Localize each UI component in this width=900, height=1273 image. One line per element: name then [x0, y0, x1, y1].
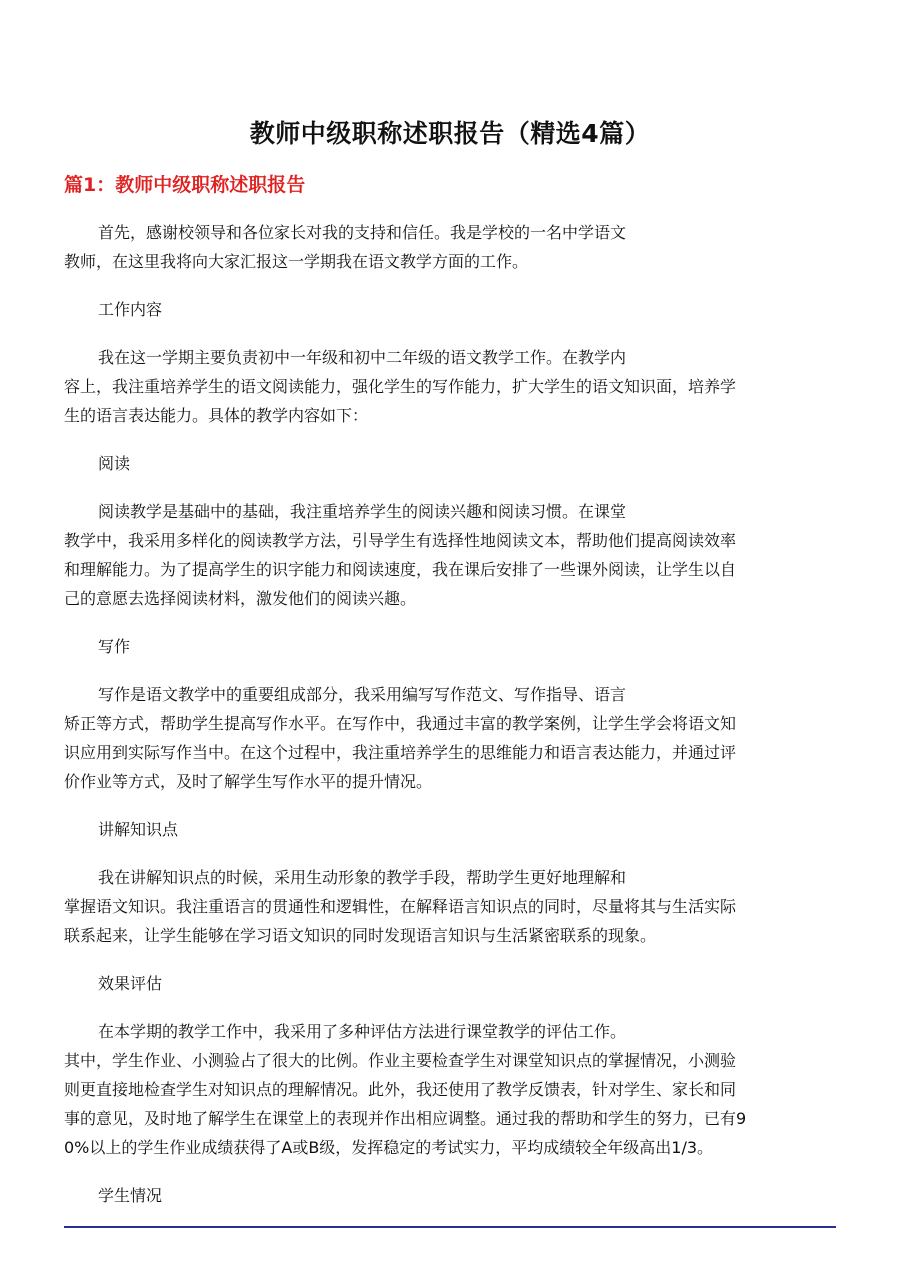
text-line: 和理解能力。为了提高学生的识字能力和阅读速度，我在课后安排了一些课外阅读，让学生以自	[64, 560, 737, 579]
text-line: 联系起来，让学生能够在学习语文知识的同时发现语言知识与生活紧密联系的现象。	[64, 926, 657, 945]
subheading	[64, 449, 840, 478]
text-line: 价作业等方式，及时了解学生写作水平的提升情况。	[64, 772, 433, 791]
paragraph	[64, 497, 840, 613]
text-line: 学生情况	[98, 1186, 163, 1205]
text-line: 写作是语文教学中的重要组成部分，我采用编写写作范文、写作指导、语言	[98, 685, 627, 704]
text-line: 我在讲解知识点的时候，采用生动形象的教学手段，帮助学生更好地理解和	[98, 868, 627, 887]
text-line: 在本学期的教学工作中，我采用了多种评估方法进行课堂教学的评估工作。	[98, 1022, 627, 1041]
text-line: 生的语言表达能力。具体的教学内容如下：	[64, 406, 369, 425]
section-heading: 篇1：教师中级职称述职报告	[64, 174, 306, 196]
text-line: 阅读教学是基础中的基础，我注重培养学生的阅读兴趣和阅读习惯。在课堂	[98, 502, 627, 521]
text-line: 教学中，我采用多样化的阅读教学方法，引导学生有选择性地阅读文本，帮助他们提高阅读效率	[64, 531, 737, 550]
text-line: 教师，在这里我将向大家汇报这一学期我在语文教学方面的工作。	[64, 252, 529, 271]
text-line: 讲解知识点	[98, 820, 179, 839]
text-line: 首先，感谢校领导和各位家长对我的支持和信任。我是学校的一名中学语文	[98, 223, 627, 242]
text-line: 工作内容	[98, 300, 163, 319]
text-line: 识应用到实际写作当中。在这个过程中，我注重培养学生的思维能力和语言表达能力，并通过评	[64, 743, 737, 762]
text-line: 写作	[98, 637, 131, 656]
subheading	[64, 1181, 840, 1210]
paragraph	[64, 863, 840, 950]
subheading	[64, 969, 840, 998]
subheading	[64, 295, 840, 324]
text-line: 我在这一学期主要负责初中一年级和初中二年级的语文教学工作。在教学内	[98, 348, 627, 367]
text-line: 阅读	[98, 454, 131, 473]
text-line: 己的意愿去选择阅读材料，激发他们的阅读兴趣。	[64, 589, 417, 608]
text-line: 事的意见，及时地了解学生在课堂上的表现并作出相应调整。通过我的帮助和学生的努力，已有9	[64, 1109, 747, 1128]
text-line: 掌握语文知识。我注重语言的贯通性和逻辑性，在解释语言知识点的同时，尽量将其与生活实际	[64, 897, 737, 916]
document-title: 教师中级职称述职报告（精选4篇）	[249, 119, 651, 148]
document-body	[64, 218, 840, 1229]
paragraph	[64, 680, 840, 796]
paragraph	[64, 1017, 840, 1162]
text-line: 其中，学生作业、小测验占了很大的比例。作业主要检查学生对课堂知识点的掌握情况，小测验	[64, 1051, 737, 1070]
text-line: 则更直接地检查学生对知识点的理解情况。此外，我还使用了教学反馈表，针对学生、家长和同	[64, 1080, 737, 1099]
text-line: 效果评估	[98, 974, 163, 993]
subheading	[64, 815, 840, 844]
paragraph	[64, 218, 840, 276]
subheading	[64, 632, 840, 661]
text-line: 0%以上的学生作业成绩获得了A或B级，发挥稳定的考试实力，平均成绩较全年级高出1/3。	[64, 1138, 714, 1157]
text-line: 容上，我注重培养学生的语文阅读能力，强化学生的写作能力，扩大学生的语文知识面，培养学	[64, 377, 737, 396]
text-line: 矫正等方式，帮助学生提高写作水平。在写作中，我通过丰富的教学案例，让学生学会将语文知	[64, 714, 737, 733]
paragraph	[64, 343, 840, 430]
footer-rule	[64, 1226, 836, 1228]
